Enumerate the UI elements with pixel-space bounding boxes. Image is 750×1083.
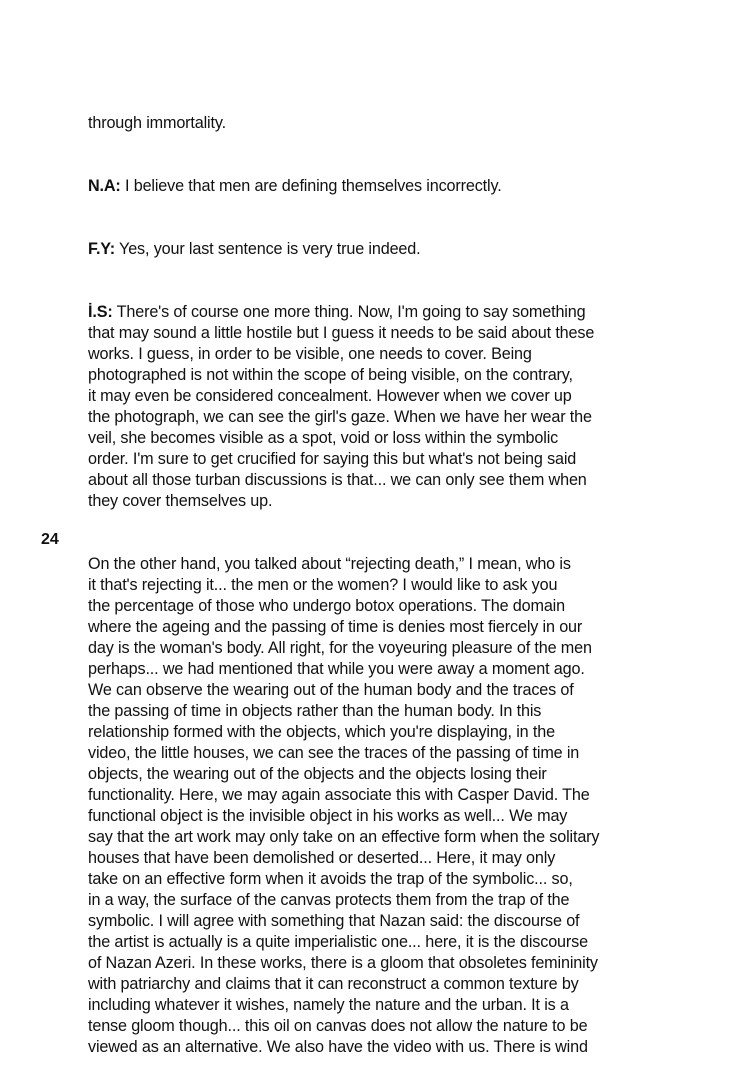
paragraph-text: On the other hand, you talked about “rejecting death,” I mean, who is it that's rejecting it... the men or the women? I would like to ask you the percentage of those who undergo botox operations. The domain where the ageing and the passing of time is denies most fiercely in our day is the woman's body. All right, for the voyeuring pleasure of the men perhaps... we had mentioned that while you were away a moment ago. We can observe the wearing out of the human body and the traces of the passing of time in objects rather than the human body. In this relationship formed with the objects, which you're displaying, in the video, the little houses, we can see the traces of the passing of time in objects, the wearing out of the objects and the objects losing their functionality. Here, we may again associate this with Casper David. The functional object is the invisible object in his works as well... We may say that the art work may only take on an effective form when the solitary houses that have been demolished or deserted... Here, it may only take on an effective form when it avoids the trap of the symbolic... so, in a way, the surface of the canvas protects them from the trap of the symbolic. I will agree with something that Nazan said: the discourse of the artist is actually is a quite imperialistic one... here, it is the discourse of Nazan Azeri. In these works, there is a gloom that obsoletes femininity with patriarchy and claims that it can reconstruct a common texture by including whatever it wishes, namely the nature and the urban. It is a tense gloom though... this oil on canvas does not allow the nature to be viewed as an alternative. We also have the video with us. There is wind (88, 555, 600, 1056)
paragraph-2 (88, 155, 668, 197)
paragraph-text: I believe that men are defining themselves incorrectly. (120, 177, 502, 195)
speaker-label: N.A: (88, 177, 121, 195)
paragraph-text: through immortality. (88, 114, 226, 132)
page-body (88, 92, 668, 1058)
paragraph-3 (88, 218, 668, 260)
paragraph-text: Yes, your last sentence is very true indeed. (114, 240, 421, 258)
speaker-label: F.Y: (88, 240, 115, 258)
paragraph-text: There's of course one more thing. Now, I'm going to say something that may sound a little hostile but I guess it needs to be said about these works. I guess, in order to be visible, one needs to cover. Being photographed is not within the scope of being visible, on the contrary, it may even be considered concealment. However when we cover up the photograph, we can see the girl's gaze. When we have her wear the veil, she becomes visible as a spot, void or loss within the symbolic order. I'm sure to get crucified for saying this but what's not being said about all those turban discussions is that... we can only see them when they cover themselves up. (88, 303, 595, 510)
paragraph-5 (88, 533, 668, 1058)
paragraph-1 (88, 92, 668, 134)
page-number: 24 (41, 531, 59, 548)
speaker-label: İ.S: (88, 303, 113, 321)
paragraph-4 (88, 281, 668, 512)
